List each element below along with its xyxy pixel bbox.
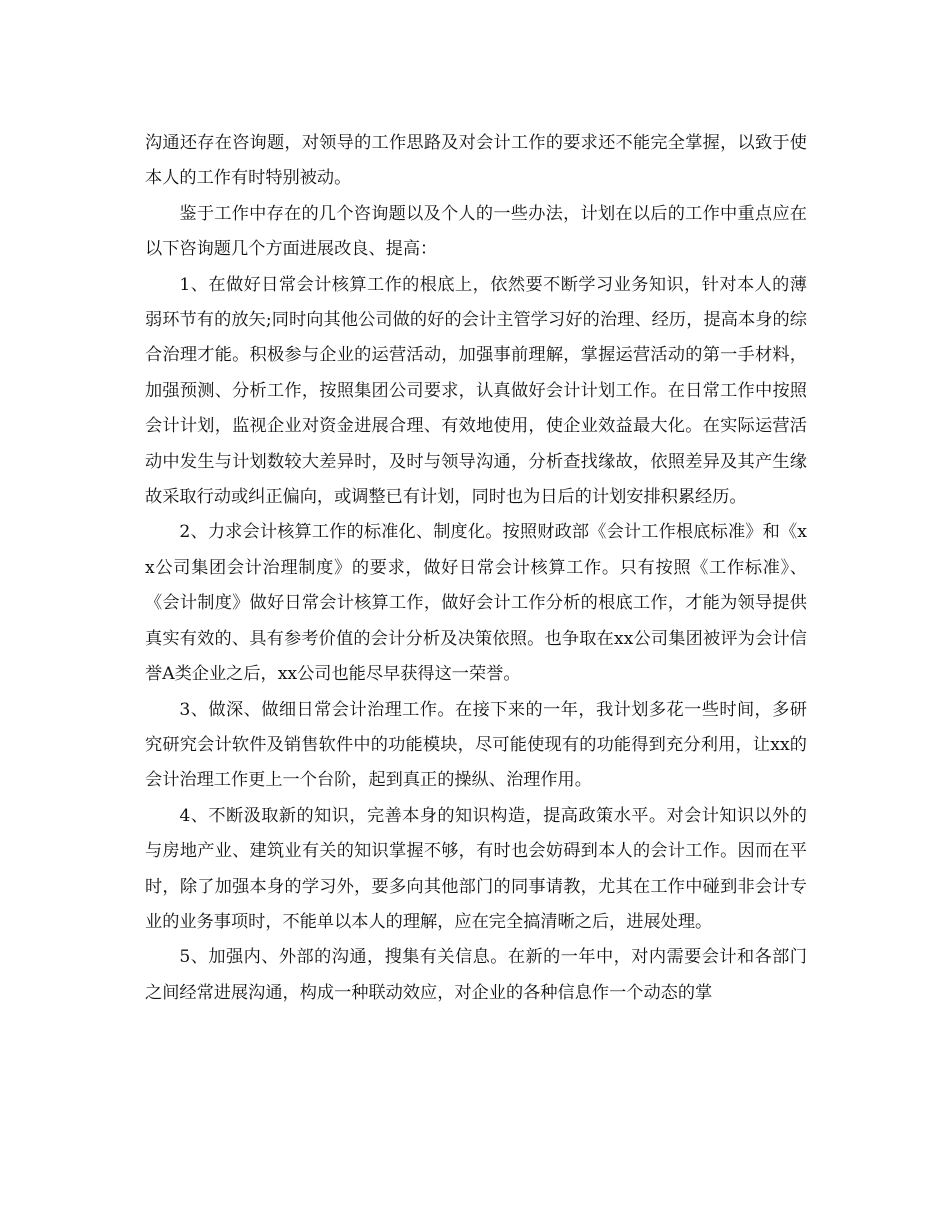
- paragraph-item-4: 4、不断汲取新的知识，完善本身的知识构造，提高政策水平。对会计知识以外的与房地产业、建筑业有关的知识掌握不够，有时也会妨碍到本人的会计工作。因而在平时，除了加强本身的学习外，要多向其他部门的同事请教，尤其在工作中碰到非会计专业的业务事项时，不能单以本人的理解，应在完全搞清晰之后，进展处理。: [145, 805, 807, 932]
- paragraph-item-3: 3、做深、做细日常会计治理工作。在接下来的一年，我计划多花一些时间，多研究研究会计软件及销售软件中的功能模块，尽可能使现有的功能得到充分利用，让xx的会计治理工作更上一个台阶，起到真正的操纵、治理作用。: [145, 699, 807, 791]
- paragraph-item-1: 1、在做好日常会计核算工作的根底上，依然要不断学习业务知识，针对本人的薄弱环节有的放矢;同时向其他公司做的好的会计主管学习好的治理、经历，提高本身的综合治理才能。积极参与企业的运营活动，加强事前理解，掌握运营活动的第一手材料，加强预测、分析工作，按照集团公司要求，认真做好会计计划工作。在日常工作中按照会计计划，监视企业对资金进展合理、有效地使用，使企业效益最大化。在实际运营活动中发生与计划数较大差异时，及时与领导沟通，分析查找缘故，依照差异及其产生缘故采取行动或纠正偏向，或调整已有计划，同时也为日后的计划安排积累经历。: [145, 274, 807, 508]
- paragraph-item-2: 2、力求会计核算工作的标准化、制度化。按照财政部《会计工作根底标准》和《xx公司集团会计治理制度》的要求，做好日常会计核算工作。只有按照《工作标准》、《会计制度》做好日常会计核算工作，做好会计工作分析的根底工作，才能为领导提供真实有效的、具有参考价值的会计分析及决策依照。也争取在xx公司集团被评为会计信誉A类企业之后，xx公司也能尽早获得这一荣誉。: [145, 522, 807, 685]
- paragraph-item-5: 5、加强内、外部的沟通，搜集有关信息。在新的一年中，对内需要会计和各部门之间经常进展沟通，构成一种联动效应，对企业的各种信息作一个动态的掌: [145, 947, 807, 1003]
- paragraph-communication-issue: 沟通还存在咨询题，对领导的工作思路及对会计工作的要求还不能完全掌握，以致于使本人的工作有时特别被动。: [145, 133, 807, 189]
- document-page: [145, 126, 807, 1011]
- paragraph-improvement-plan-intro: 鉴于工作中存在的几个咨询题以及个人的一些办法，计划在以后的工作中重点应在以下咨询题几个方面进展改良、提高：: [145, 203, 807, 260]
